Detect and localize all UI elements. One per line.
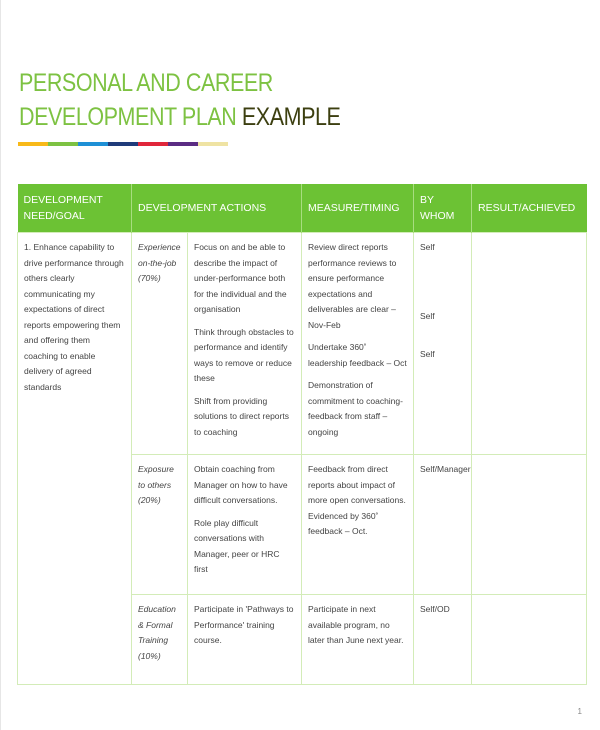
measure-item: Demonstration of commitment to coaching-feedback from staff – ongoing (308, 380, 403, 437)
action-type: Exposure to others (20%) (132, 455, 188, 595)
stripe-segment (78, 142, 108, 146)
actions-cell (188, 233, 302, 455)
result-cell (472, 455, 587, 595)
action-item: Participate in 'Pathways to Performance' training course. (194, 604, 294, 645)
actions-cell (188, 595, 302, 685)
whom-item: Self (420, 311, 435, 321)
stripe-segment (48, 142, 78, 146)
action-item: Focus on and be able to describe the impact of under-performance both for the individual and the organisation (194, 242, 287, 314)
action-item: Think through obstacles to performance and identify ways to remove or reduce these (194, 326, 294, 383)
result-cell (472, 233, 587, 455)
header-actions: DEVELOPMENT ACTIONS (132, 184, 302, 233)
page-title (19, 66, 340, 134)
whom-item: Self/Manager (420, 464, 471, 474)
development-plan-table (17, 184, 587, 685)
stripe-segment (18, 142, 48, 146)
action-item: Role play difficult conversations with Manager, peer or HRC first (194, 517, 280, 574)
table-row (18, 233, 587, 455)
header-result: RESULT/ACHIEVED (472, 184, 587, 233)
whom-item: Self (420, 242, 435, 252)
measure-item: Feedback from direct reports about impact of more open conversations. Evidenced by 360˚ feedback – Oct. (308, 464, 406, 536)
whom-cell (414, 455, 472, 595)
measures-cell (302, 455, 414, 595)
action-item: Obtain coaching from Manager on how to have difficult conversations. (194, 464, 288, 505)
measures-cell (302, 595, 414, 685)
header-need: DEVELOPMENT NEED/GOAL (18, 184, 132, 233)
actions-cell (188, 455, 302, 595)
whom-item: Self (420, 349, 435, 359)
stripe-segment (198, 142, 228, 146)
whom-cell (414, 595, 472, 685)
whom-cell (414, 233, 472, 455)
measure-item: Undertake 360˚ leadership feedback – Oct (308, 342, 407, 368)
title-green: DEVELOPMENT PLAN (19, 103, 237, 131)
measure-item: Review direct reports performance reviews to ensure performance expectations and deliverables are clear – Nov-Feb (308, 242, 397, 330)
action-type: Education & Formal Training (10%) (132, 595, 188, 685)
stripe-segment (168, 142, 198, 146)
header-measure: MEASURE/TIMING (302, 184, 414, 233)
result-cell (472, 595, 587, 685)
header-row (18, 184, 587, 233)
action-type: Experience on-the-job (70%) (132, 233, 188, 455)
stripe-segment (138, 142, 168, 146)
title-line-1: PERSONAL AND CAREER (19, 69, 273, 97)
measures-cell (302, 233, 414, 455)
title-dark: EXAMPLE (241, 103, 341, 131)
stripe-segment (108, 142, 138, 146)
title-line-2 (19, 100, 340, 134)
page-number: 1 (577, 707, 582, 716)
goal-cell: 1. Enhance capability to drive performance through others clearly communicating my expectations of direct reports empowering them and offering them coaching to enable delivery of agreed standards (18, 233, 132, 685)
header-whom: BY WHOM (414, 184, 472, 233)
action-item: Shift from providing solutions to direct reports to coaching (194, 395, 289, 437)
color-stripe (18, 142, 228, 146)
whom-item: Self/OD (420, 604, 450, 614)
measure-item: Participate in next available program, no later than June next year. (308, 604, 404, 645)
